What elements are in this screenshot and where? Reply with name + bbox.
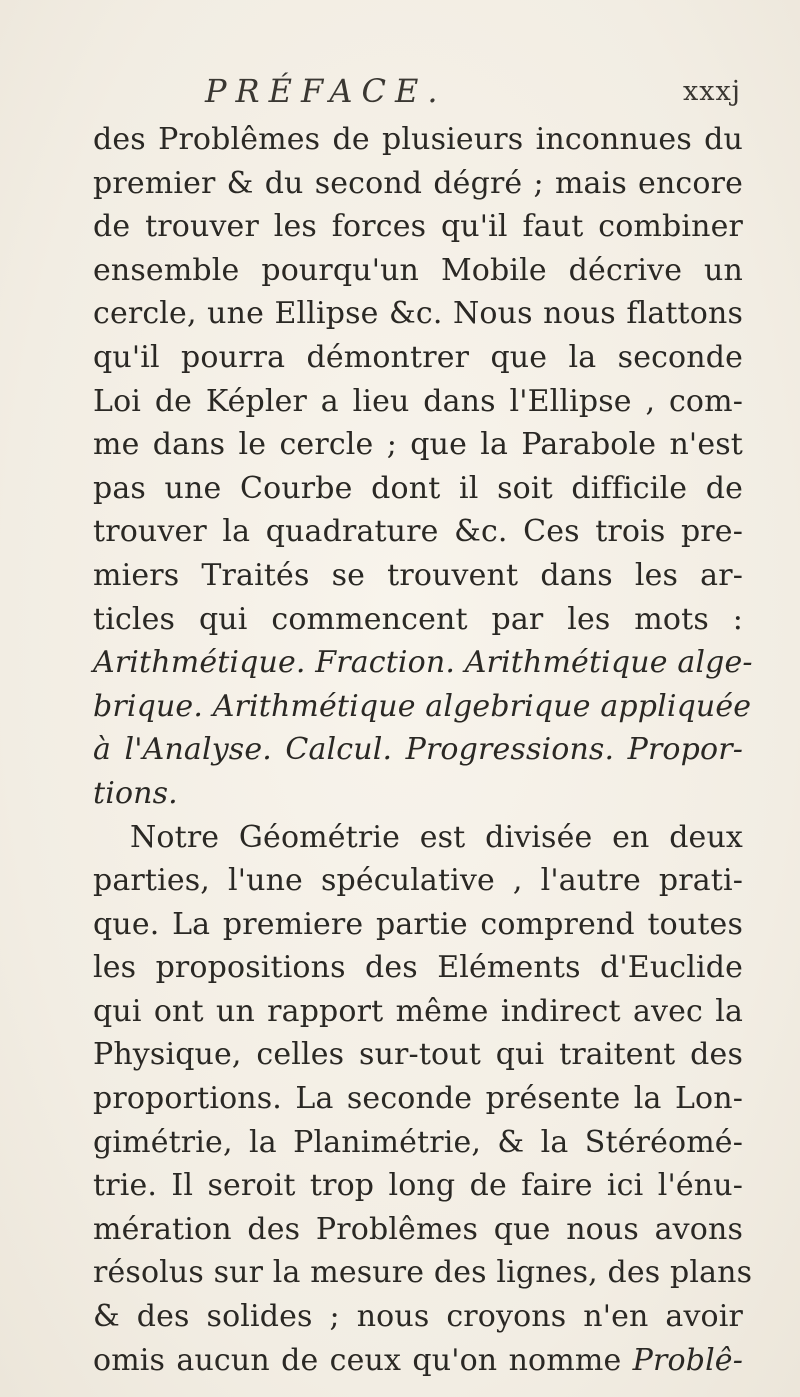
text-line: miers Traités se trouvent dans les ar- bbox=[93, 557, 743, 593]
text-line: proportions. La seconde présente la Lon- bbox=[93, 1081, 743, 1117]
text-line: omis aucun de ceux qu'on nomme Problê- bbox=[93, 1342, 743, 1378]
text-line: cercle, une Ellipse &c. Nous nous flattons bbox=[93, 296, 743, 332]
text-line-italic: brique. Arithmétique algebrique appliquée bbox=[93, 688, 752, 724]
text-line: & des solides ; nous croyons n'en avoir bbox=[93, 1299, 743, 1335]
page-number: xxxj bbox=[683, 76, 742, 107]
text-line: trie. Il seroit trop long de faire ici l'énu- bbox=[93, 1168, 743, 1204]
text-line: des Problêmes de plusieurs inconnues du bbox=[93, 122, 743, 157]
text-line: ticles qui commencent par les mots : bbox=[93, 601, 743, 637]
text-line: les propositions des Eléments d'Euclide bbox=[93, 950, 743, 986]
paragraph-start-line: Notre Géométrie est divisée en deux bbox=[130, 819, 743, 855]
text-line: ensemble pourqu'un Mobile décrive un bbox=[93, 252, 743, 288]
text-line: Loi de Képler a lieu dans l'Ellipse , com- bbox=[93, 383, 743, 419]
text-line: que. La premiere partie comprend toutes bbox=[93, 906, 743, 942]
text-line-italic: tions. bbox=[93, 775, 178, 811]
page-header bbox=[0, 72, 800, 120]
text-line: parties, l'une spéculative , l'autre prati- bbox=[93, 863, 743, 899]
text-line: qu'il pourra démontrer que la seconde bbox=[93, 339, 743, 375]
text-line: résolus sur la mesure des lignes, des plans bbox=[93, 1255, 753, 1291]
italic-word: Problê- bbox=[632, 1342, 743, 1378]
text-line: gimétrie, la Planimétrie, & la Stéréomé- bbox=[93, 1124, 743, 1160]
text-line: me dans le cercle ; que la Parabole n'est bbox=[93, 427, 743, 463]
text-line-italic: Arithmétique. Fraction. Arithmétique alge- bbox=[93, 645, 753, 681]
running-head: PRÉFACE. bbox=[205, 72, 447, 110]
text-line: pas une Courbe dont il soit difficile de bbox=[93, 470, 743, 506]
text-line-italic: à l'Analyse. Calcul. Progressions. Propor- bbox=[93, 732, 743, 768]
text-line: mération des Problêmes que nous avons bbox=[93, 1211, 743, 1247]
text-line: premier & du second dégré ; mais encore bbox=[93, 165, 743, 201]
body-text bbox=[93, 118, 753, 1382]
text-line: Physique, celles sur-tout qui traitent des bbox=[93, 1037, 743, 1073]
text-line: qui ont un rapport même indirect avec la bbox=[93, 993, 743, 1029]
text-line: de trouver les forces qu'il faut combiner bbox=[93, 209, 743, 245]
text-line: trouver la quadrature &c. Ces trois pre- bbox=[93, 514, 743, 550]
